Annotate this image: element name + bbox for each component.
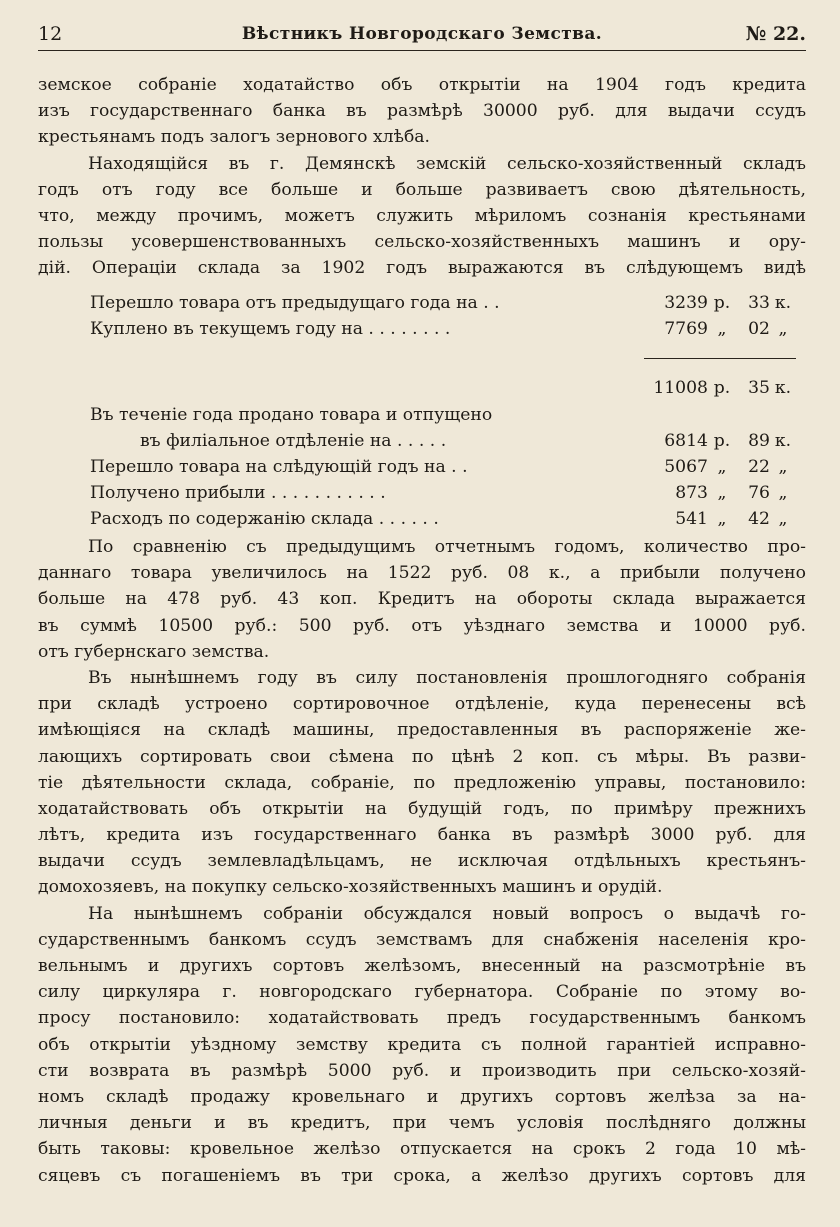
text-line: лающихъ сортировать свои сѣмена по цѣнѣ 2 коп. съ мѣры. Въ разви- <box>38 746 806 767</box>
text-line: больше на 478 руб. 43 коп. Кредитъ на обороты склада выражается <box>38 589 806 610</box>
row-ruble-unit: р. <box>713 378 731 399</box>
table-row <box>90 428 796 454</box>
row-description <box>90 375 644 401</box>
intro-paragraphs <box>38 72 806 282</box>
text-line: На нынѣшнемъ собраніи обсуждался новый вопросъ о выдачѣ го- <box>88 903 806 924</box>
text-line: отъ губернскаго земства. <box>38 641 270 662</box>
row-description: Расходъ по содержанію склада . . . . . . <box>90 509 439 530</box>
table-row <box>90 506 796 532</box>
sum-rule-row <box>90 342 796 359</box>
sum-rule <box>644 342 796 359</box>
table-row <box>90 402 796 428</box>
text-line: Въ нынѣшнемъ году въ силу постановленія прошлогодняго собранія <box>88 667 806 688</box>
row-ruble-unit: р. <box>713 430 731 451</box>
row-description: Перешло товара отъ предыдущаго года на . . <box>90 293 500 313</box>
row-ruble-unit: „ <box>717 457 727 478</box>
row-kopeck-unit: „ <box>778 457 788 478</box>
text-line: изъ государственнаго банка въ размѣрѣ 30000 руб. для выдачи ссудъ <box>38 101 806 122</box>
row-rubles: 6814 <box>664 430 708 451</box>
row-kopeck-unit: „ <box>778 319 788 340</box>
row-kopecks: 76 <box>748 483 770 504</box>
row-kopeck-unit: „ <box>778 483 788 504</box>
table-row <box>90 480 796 506</box>
journal-title: Вѣстникъ Новгородскаго Земства. <box>241 24 603 44</box>
row-ruble-unit: р. <box>713 293 731 313</box>
text-line: просу постановило: ходатайствовать предъ государственнымъ банкомъ <box>38 1008 806 1029</box>
text-line: лѣтъ, кредита изъ государственнаго банка въ размѣрѣ 3000 руб. для <box>38 825 806 846</box>
text-line: имѣющіяся на складѣ машины, предоставленныя въ распоряженіе же- <box>38 720 806 741</box>
text-line: земское собраніе ходатайство объ открытіи на 1904 годъ кредита <box>38 75 806 95</box>
row-description: Куплено въ текущемъ году на . . . . . . . . <box>90 319 451 340</box>
row-kopeck-unit: к. <box>774 430 792 451</box>
row-ruble-unit: „ <box>717 483 727 504</box>
text-line: ходатайствовать объ открытіи на будущій годъ, по примѣру прежнихъ <box>38 798 806 819</box>
row-kopecks: 89 <box>748 430 770 451</box>
text-line: сти возврата въ размѣрѣ 5000 руб. и производить при сельско-хозяй- <box>38 1060 806 1081</box>
row-ruble-unit: „ <box>717 319 727 340</box>
issue-number: № 22. <box>745 23 806 45</box>
row-kopecks: 42 <box>748 509 770 530</box>
text-line: силу циркуляра г. новгородскаго губернатора. Собраніе по этому во- <box>38 982 806 1003</box>
total-rubles: 11008 <box>653 378 708 399</box>
text-line: сяцевъ съ погашеніемъ въ три срока, а желѣзо другихъ сортовъ для <box>38 1165 806 1186</box>
text-line: личныя деньги и въ кредитъ, при чемъ условія послѣдняго должны <box>38 1113 806 1134</box>
text-line: годъ отъ году все больше и больше развиваетъ свою дѣятельность, <box>38 179 806 200</box>
body-paragraphs <box>38 534 806 1189</box>
text-line: при складѣ устроено сортировочное отдѣленіе, куда перенесены всѣ <box>38 694 806 715</box>
text-line: даннаго товара увеличилось на 1522 руб. 08 к., а прибыли получено <box>38 563 806 584</box>
text-line: По сравненію съ предыдущимъ отчетнымъ годомъ, количество про- <box>88 537 806 557</box>
row-rubles: 541 <box>675 509 708 530</box>
page-number: 12 <box>38 23 63 45</box>
row-description: Получено прибыли . . . . . . . . . . . <box>90 483 386 504</box>
text-line: выдачи ссудъ землевладѣльцамъ, не исключая отдѣльныхъ крестьянъ- <box>38 851 806 872</box>
row-kopecks: 33 <box>748 293 770 313</box>
row-rubles: 3239 <box>664 293 708 313</box>
row-kopeck-unit: „ <box>778 509 788 530</box>
row-description: Въ теченіе года продано товара и отпущено <box>90 404 493 425</box>
row-rubles: 7769 <box>664 319 708 340</box>
running-header <box>38 20 806 51</box>
text-line: объ открытіи уѣздному земству кредита съ полной гарантіей исправно- <box>38 1034 806 1055</box>
row-kopeck-unit: к. <box>774 378 792 399</box>
row-kopeck-unit: к. <box>774 293 792 313</box>
row-rubles: 5067 <box>664 457 708 478</box>
text-line: номъ складѣ продажу кровельнаго и другихъ сортовъ желѣза за на- <box>38 1086 806 1107</box>
text-line: что, между прочимъ, можетъ служить мѣриломъ сознанія крестьянами <box>38 205 806 226</box>
text-line: домохозяевъ, на покупку сельско-хозяйственныхъ машинъ и орудій. <box>38 877 663 898</box>
text-line: Находящійся въ г. Демянскѣ земскій сельско-хозяйственный складъ <box>88 153 806 174</box>
table-row <box>90 290 796 316</box>
table-row <box>90 316 796 342</box>
text-line: тіе дѣятельности склада, собраніе, по предложенію управы, постановило: <box>38 772 806 793</box>
row-ruble-unit: „ <box>717 509 727 530</box>
text-line: вельнымъ и другихъ сортовъ желѣзомъ, внесенный на разсмотрѣніе въ <box>38 956 806 976</box>
row-kopecks: 22 <box>748 457 770 478</box>
warehouse-operations-table <box>90 290 796 533</box>
row-kopecks: 02 <box>748 319 770 340</box>
text-line: дій. Операціи склада за 1902 годъ выражаются въ слѣдующемъ видѣ <box>38 258 806 279</box>
table-row <box>90 454 796 480</box>
row-rubles: 873 <box>675 483 708 504</box>
text-line: крестьянамъ подъ залогъ зернового хлѣба. <box>38 127 431 148</box>
text-line: сударственнымъ банкомъ ссудъ земствамъ для снабженія населенія кро- <box>38 929 806 950</box>
text-line: быть таковы: кровельное желѣзо отпускается на срокъ 2 года 10 мѣ- <box>38 1139 806 1160</box>
row-description: Перешло товара на слѣдующій годъ на . . <box>90 457 468 478</box>
total-kopecks: 35 <box>748 378 770 399</box>
text-line: пользы усовершенствованныхъ сельско-хозяйственныхъ машинъ и ору- <box>38 232 806 253</box>
text-line: въ суммѣ 10500 руб.: 500 руб. отъ уѣзднаго земства и 10000 руб. <box>38 615 806 636</box>
table-row-total <box>90 375 796 401</box>
row-description: въ филіальное отдѣленіе на . . . . . <box>140 430 447 451</box>
